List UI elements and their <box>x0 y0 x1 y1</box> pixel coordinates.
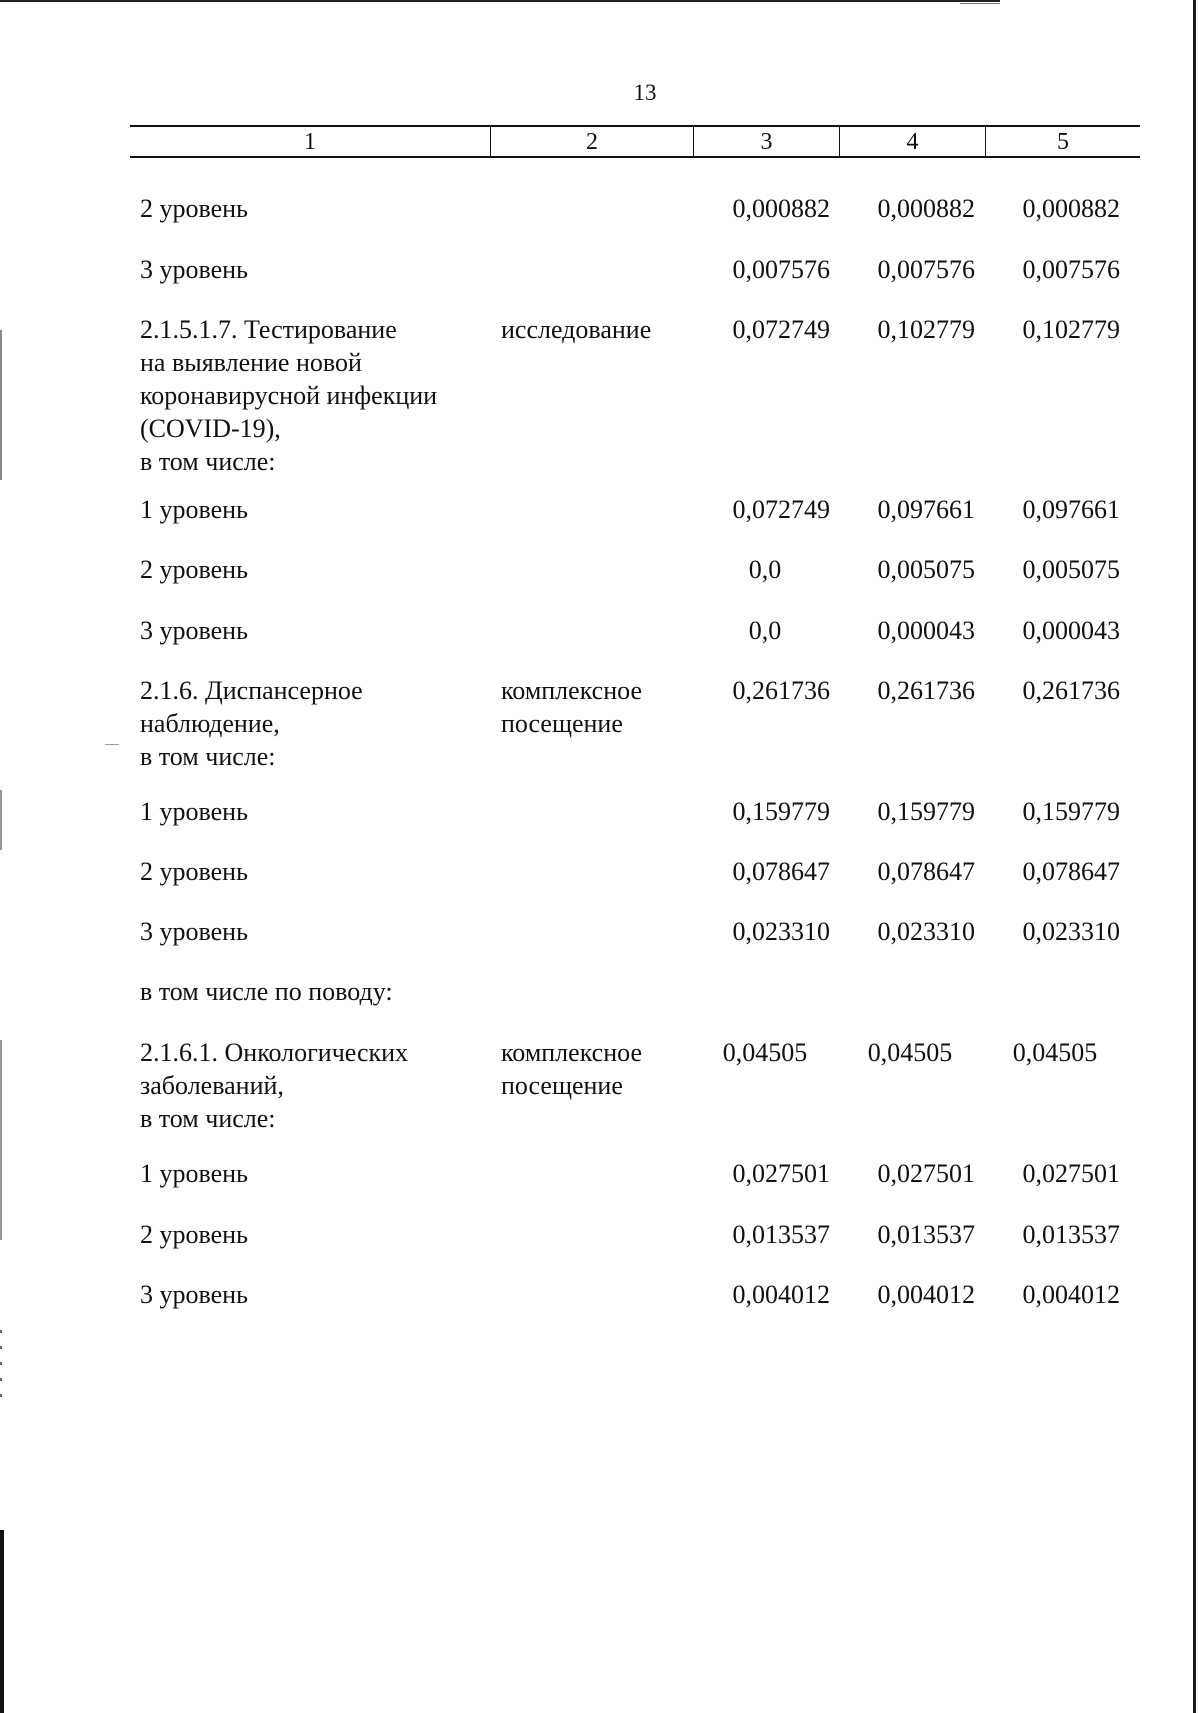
scan-border-right <box>1193 0 1196 1713</box>
value-column-4: 0,027501 <box>877 1159 975 1188</box>
value-column-4: 0,261736 <box>877 676 975 705</box>
row-label-line: 3 уровень <box>140 1280 248 1309</box>
unit-line: посещение <box>501 1071 623 1100</box>
scan-border-left-bottom <box>0 1530 4 1713</box>
row-label <box>140 1157 490 1190</box>
value-column-5: 0,013537 <box>1022 1220 1120 1249</box>
row-label-line: в том числе по поводу: <box>140 977 393 1006</box>
scan-tick-mark <box>105 744 119 745</box>
row-label <box>140 253 490 286</box>
row-label <box>140 915 490 948</box>
row-label <box>140 553 490 586</box>
column-number-1: 1 <box>304 129 316 155</box>
row-label <box>140 975 490 1008</box>
row-label-line: заболеваний, <box>140 1071 284 1100</box>
value-column-5: 0,102779 <box>1022 315 1120 344</box>
row-label <box>140 855 490 888</box>
value-column-4: 0,023310 <box>877 917 975 946</box>
value-column-5: 0,004012 <box>1022 1280 1120 1309</box>
row-label-line: в том числе: <box>140 742 276 771</box>
scan-border-top-fragment <box>960 3 1000 4</box>
scan-border-top <box>0 0 1000 2</box>
row-label-line: 3 уровень <box>140 917 248 946</box>
value-column-4: 0,159779 <box>877 797 975 826</box>
scan-mark-left <box>0 330 2 480</box>
row-label-line: 2 уровень <box>140 857 248 886</box>
value-column-3: 0,000882 <box>732 194 830 223</box>
page-number: 13 <box>633 80 657 105</box>
value-column-3: 0,027501 <box>732 1159 830 1188</box>
row-label-line: в том числе: <box>140 447 276 476</box>
value-column-4: 0,097661 <box>877 495 975 524</box>
scan-mark-left <box>0 790 2 850</box>
row-label-line: коронавирусной инфекции <box>140 381 438 410</box>
value-column-5: 0,097661 <box>1022 495 1120 524</box>
value-column-4: 0,007576 <box>877 255 975 284</box>
value-column-3: 0,072749 <box>732 315 830 344</box>
value-column-5: 0,005075 <box>1022 555 1120 584</box>
row-label-line: 3 уровень <box>140 255 248 284</box>
row-label-line: 2.1.5.1.7. Тестирование <box>140 315 397 344</box>
row-label <box>140 1278 490 1311</box>
row-label-line: 2 уровень <box>140 1220 248 1249</box>
row-label <box>140 493 490 526</box>
table-header-row <box>130 125 1140 158</box>
row-label <box>140 614 490 647</box>
value-column-3: 0,159779 <box>732 797 830 826</box>
row-label-line: 3 уровень <box>140 616 248 645</box>
row-label-line: 2.1.6.1. Онкологических <box>140 1038 409 1067</box>
column-number-5: 5 <box>985 127 1140 156</box>
unit-line: комплексное <box>501 1038 642 1067</box>
value-column-5: 0,000043 <box>1022 616 1120 645</box>
column-number-2: 2 <box>490 127 693 156</box>
value-column-3: 0,004012 <box>732 1280 830 1309</box>
column-number-4: 4 <box>839 127 985 156</box>
row-label-line: в том числе: <box>140 1104 276 1133</box>
value-column-3: 0,04505 <box>722 1038 808 1067</box>
unit-of-measure <box>501 1036 696 1102</box>
value-column-3: 0,007576 <box>732 255 830 284</box>
unit-of-measure <box>501 674 696 740</box>
row-label-line: 2 уровень <box>140 555 248 584</box>
row-label-line: на выявление новой <box>140 348 362 377</box>
row-label <box>140 313 490 478</box>
unit-of-measure <box>501 313 696 346</box>
scan-dots-left <box>0 1330 2 1410</box>
row-label <box>140 1218 490 1251</box>
value-column-5: 0,04505 <box>1012 1038 1098 1067</box>
value-column-3: 0,072749 <box>732 495 830 524</box>
value-column-5: 0,261736 <box>1022 676 1120 705</box>
value-column-3: 0,0 <box>748 616 782 645</box>
row-label-line: 1 уровень <box>140 495 248 524</box>
value-column-4: 0,000882 <box>877 194 975 223</box>
row-label-line: 2.1.6. Диспансерное <box>140 676 363 705</box>
value-column-3: 0,078647 <box>732 857 830 886</box>
unit-line: комплексное <box>501 676 642 705</box>
row-label <box>140 795 490 828</box>
row-label-line: 1 уровень <box>140 1159 248 1188</box>
column-number-3: 3 <box>693 127 839 156</box>
row-label <box>140 192 490 225</box>
row-label-line: 2 уровень <box>140 194 248 223</box>
value-column-3: 0,0 <box>748 555 782 584</box>
value-column-3: 0,013537 <box>732 1220 830 1249</box>
value-column-5: 0,000882 <box>1022 194 1120 223</box>
value-column-5: 0,023310 <box>1022 917 1120 946</box>
row-label-line: наблюдение, <box>140 709 280 738</box>
value-column-4: 0,102779 <box>877 315 975 344</box>
value-column-4: 0,078647 <box>877 857 975 886</box>
scan-mark-left <box>0 1040 2 1240</box>
row-label-line: 1 уровень <box>140 797 248 826</box>
value-column-4: 0,04505 <box>867 1038 953 1067</box>
row-label <box>140 674 490 773</box>
value-column-4: 0,005075 <box>877 555 975 584</box>
unit-line: посещение <box>501 709 623 738</box>
row-label-line: (COVID-19), <box>140 414 281 443</box>
value-column-5: 0,078647 <box>1022 857 1120 886</box>
value-column-4: 0,004012 <box>877 1280 975 1309</box>
value-column-5: 0,007576 <box>1022 255 1120 284</box>
value-column-5: 0,159779 <box>1022 797 1120 826</box>
value-column-4: 0,013537 <box>877 1220 975 1249</box>
value-column-3: 0,023310 <box>732 917 830 946</box>
value-column-5: 0,027501 <box>1022 1159 1120 1188</box>
value-column-3: 0,261736 <box>732 676 830 705</box>
value-column-4: 0,000043 <box>877 616 975 645</box>
row-label <box>140 1036 490 1135</box>
unit-line: исследование <box>501 315 652 344</box>
